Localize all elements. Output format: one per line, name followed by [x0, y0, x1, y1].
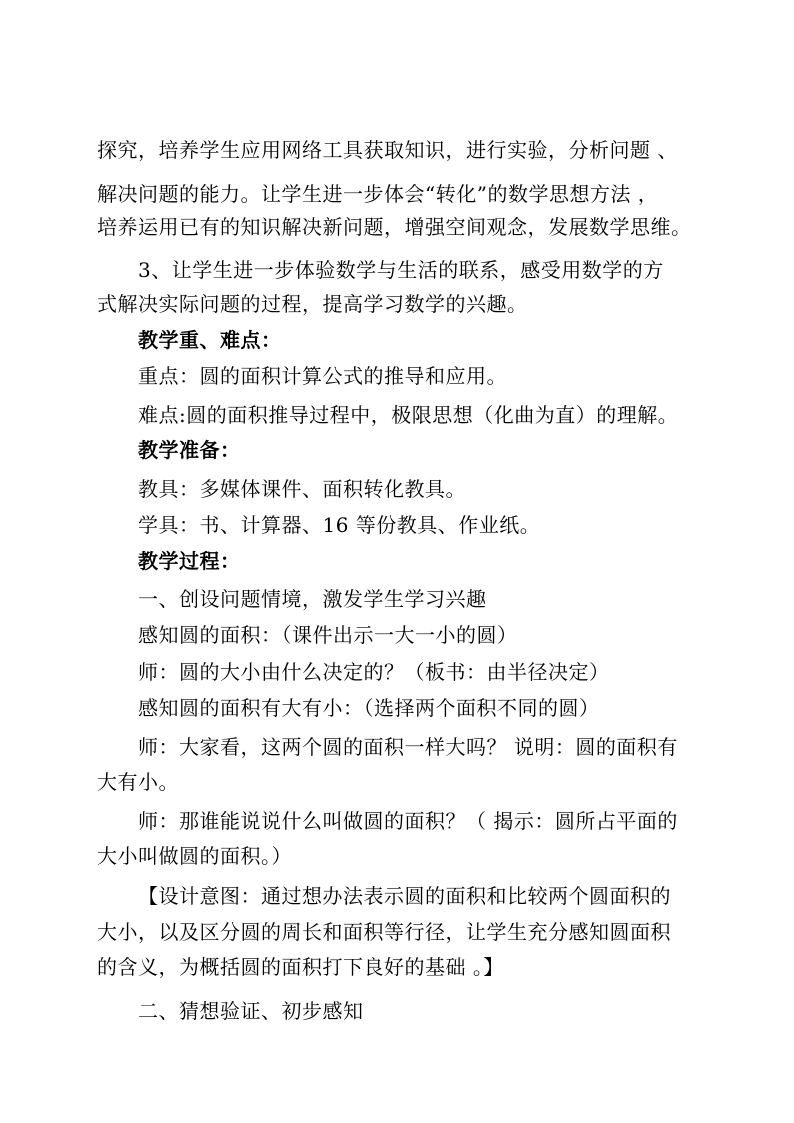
paragraph-line: 式解决实际问题的过程，提高学习数学的兴趣。	[97, 292, 528, 316]
paragraph-line: 难点:圆的面积推导过程中，极限思想（化曲为直）的理解。	[138, 403, 679, 427]
paragraph-line: 大小，以及区分圆的周长和面积等行径，让学生充分感知圆面积	[97, 920, 671, 944]
paragraph-line: 教具：多媒体课件、面积转化教具。	[138, 477, 466, 501]
paragraph-line: 探究，培养学生应用网络工具获取知识，进行实验，分析问题 、	[97, 138, 678, 162]
paragraph-line: 感知圆的面积有大有小：（选择两个面积不同的圆）	[138, 696, 600, 720]
paragraph-line: 大小叫做圆的面积。）	[97, 844, 292, 868]
paragraph-line: 【设计意图：通过想办法表示圆的面积和比较两个圆面积的	[138, 884, 671, 908]
paragraph-line: 感知圆的面积：（课件出示一大一小的圆）	[138, 623, 518, 647]
paragraph-line: 学具：书、计算器、16 等份教具、作业纸。	[138, 513, 541, 537]
section-heading: 教学重、难点：	[138, 328, 282, 352]
paragraph-line: 的含义，为概括圆的面积打下良好的基础 。】	[97, 955, 504, 979]
section-heading: 教学准备：	[138, 438, 241, 462]
paragraph-line: 大有小。	[97, 770, 179, 794]
paragraph-line: 培养运用已有的知识解决新问题，增强空间观念，发展数学思维。	[97, 215, 692, 239]
paragraph-line: 解决问题的能力。让学生进一步体会“转化”的数学思想方法 ，	[97, 182, 659, 206]
paragraph-line: 师：大家看，这两个圆的面积一样大吗？ 说明：圆的面积有	[138, 735, 678, 759]
paragraph-line: 师：圆的大小由什么决定的？（板书：由半径决定）	[138, 660, 610, 684]
paragraph-line: 师：那谁能说说什么叫做圆的面积？（ 揭示：圆所占平面的	[138, 809, 678, 833]
section-heading: 教学过程：	[138, 549, 241, 573]
paragraph-line: 二、猜想验证、初步感知	[138, 999, 364, 1023]
paragraph-line: 3、让学生进一步体验数学与生活的联系，感受用数学的方	[138, 258, 664, 282]
paragraph-line: 一、创设问题情境，激发学生学习兴趣	[138, 587, 487, 611]
paragraph-line: 重点：圆的面积计算公式的推导和应用。	[138, 364, 507, 388]
